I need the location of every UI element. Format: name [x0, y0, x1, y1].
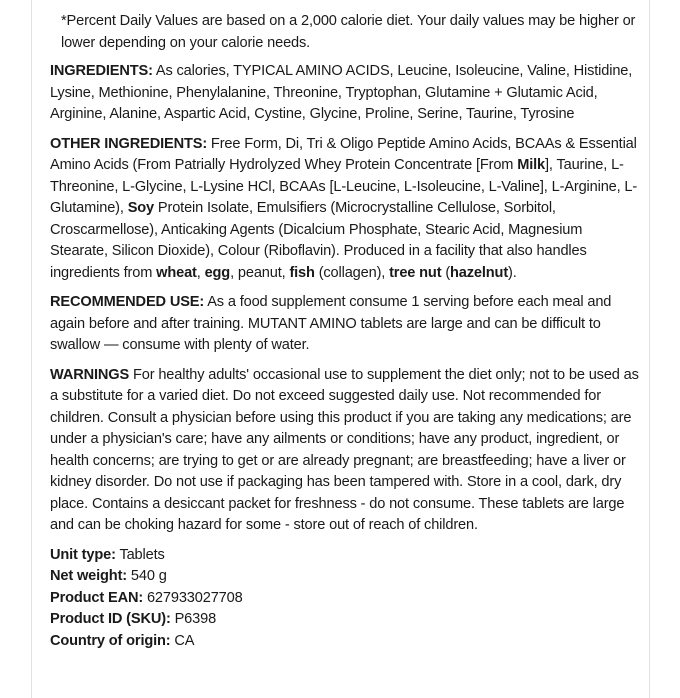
product-info-unit-type [50, 545, 640, 567]
product-info-value: 627933027708 [143, 589, 243, 606]
product-info-country [50, 631, 640, 653]
recommended-use-label: RECOMMENDED USE: [50, 294, 205, 310]
product-info-value: 540 g [127, 568, 167, 584]
daily-values-footnote [50, 11, 640, 54]
product-info-label: Net weight: [50, 568, 127, 584]
other-ingredients-text: Free Form, Di, Tri & Oligo Peptide Amino Acids, BCAAs & Essential Amino Acids (From Patrially Hydrolyzed Whey Protein Concentrate [From [50, 135, 637, 173]
product-info-value: Tablets [115, 546, 165, 563]
other-ingredients-text: ], Taurine, L-Threonine, L-Glycine, L-Lysine HCl, BCAAs [L-Leucine, L-Isoleucine, L-Valine], L-Arginine, L-Glutamine), [50, 157, 638, 216]
product-details-content [50, 11, 640, 652]
allergen-milk: Milk [517, 157, 545, 173]
recommended-use-section [50, 292, 640, 357]
other-ingredients-text: ). [508, 264, 517, 281]
product-info-label: Product ID (SKU): [50, 611, 171, 627]
ingredients-label: INGREDIENTS: [50, 63, 153, 79]
other-ingredients-text: , peanut, [230, 264, 290, 281]
product-info-label: Product EAN: [50, 589, 144, 606]
ingredients-text: As calories, TYPICAL AMINO ACIDS, Leucine, Isoleucine, Valine, Histidine, Lysine, Methionine, Phenylalanine, Threonine, Tryptophan, Glutamine + Glutamic Acid, Arginine, Alanine, Aspartic Acid, Cystine, Glycine, Proline, Serine, Taurine, Tyrosine [50, 63, 633, 122]
product-info-value: CA [170, 632, 195, 649]
product-info-net-weight [50, 566, 640, 588]
other-ingredients-text: (collagen), [314, 264, 390, 281]
warnings-text: For healthy adults' occasional use to supplement the diet only; not to be used as a substitute for a varied diet. Do not exceed suggested daily use. Not recommended for children. Consult a physician before using this product if you are taking any medications; are under a physician's care; have any ailments or conditions; have any product, ingredient, or health concerns; are trying to get or are already pregnant; are breastfeeding; have a liver or kidney disorder. Do not use if packaging has been tampered with. Store in a cool, dark, dry place. Contains a desiccant packet for freshness - do not consume. These tablets are large and can be choking hazard for some - store out of reach of children. [50, 366, 639, 533]
warnings-section [50, 365, 640, 537]
allergen-wheat: wheat [156, 264, 197, 281]
other-ingredients-text: ( [441, 264, 451, 281]
allergen-hazelnut: hazelnut [450, 264, 509, 281]
footnote-text: *Percent Daily Values are based on a 2,000 calorie diet. Your daily values may be higher or lower depending on your calorie needs. [61, 13, 636, 51]
other-ingredients-section [50, 134, 640, 285]
product-info-sku [50, 609, 640, 631]
allergen-soy: Soy [127, 200, 155, 216]
product-info-label: Unit type: [50, 546, 116, 563]
product-info-label: Country of origin: [50, 632, 171, 649]
allergen-fish: fish [289, 264, 315, 281]
product-info-list [50, 545, 640, 653]
product-info-ean [50, 588, 640, 610]
product-details-card [31, 0, 650, 698]
warnings-label: WARNINGS [50, 366, 130, 383]
product-info-value: P6398 [170, 611, 217, 627]
other-ingredients-text: Protein Isolate, Emulsifiers (Microcrystalline Cellulose, Sorbitol, Croscarmellose), Anticaking Agents (Dicalcium Phosphate, Stearic Acid, Magnesium Stearate, Silicon Dioxide), Colour (Riboflavin). Produced in a facility that also handles ingredients from [50, 200, 587, 281]
allergen-egg: egg [204, 264, 231, 281]
other-ingredients-text: , [196, 264, 205, 281]
recommended-use-text: As a food supplement consume 1 serving before each meal and again before and after training. MUTANT AMINO tablets are large and can be difficult to swallow — consume with plenty of water. [50, 294, 612, 353]
allergen-tree-nut: tree nut [389, 264, 442, 281]
other-ingredients-label: OTHER INGREDIENTS: [50, 135, 208, 152]
ingredients-section [50, 61, 640, 126]
